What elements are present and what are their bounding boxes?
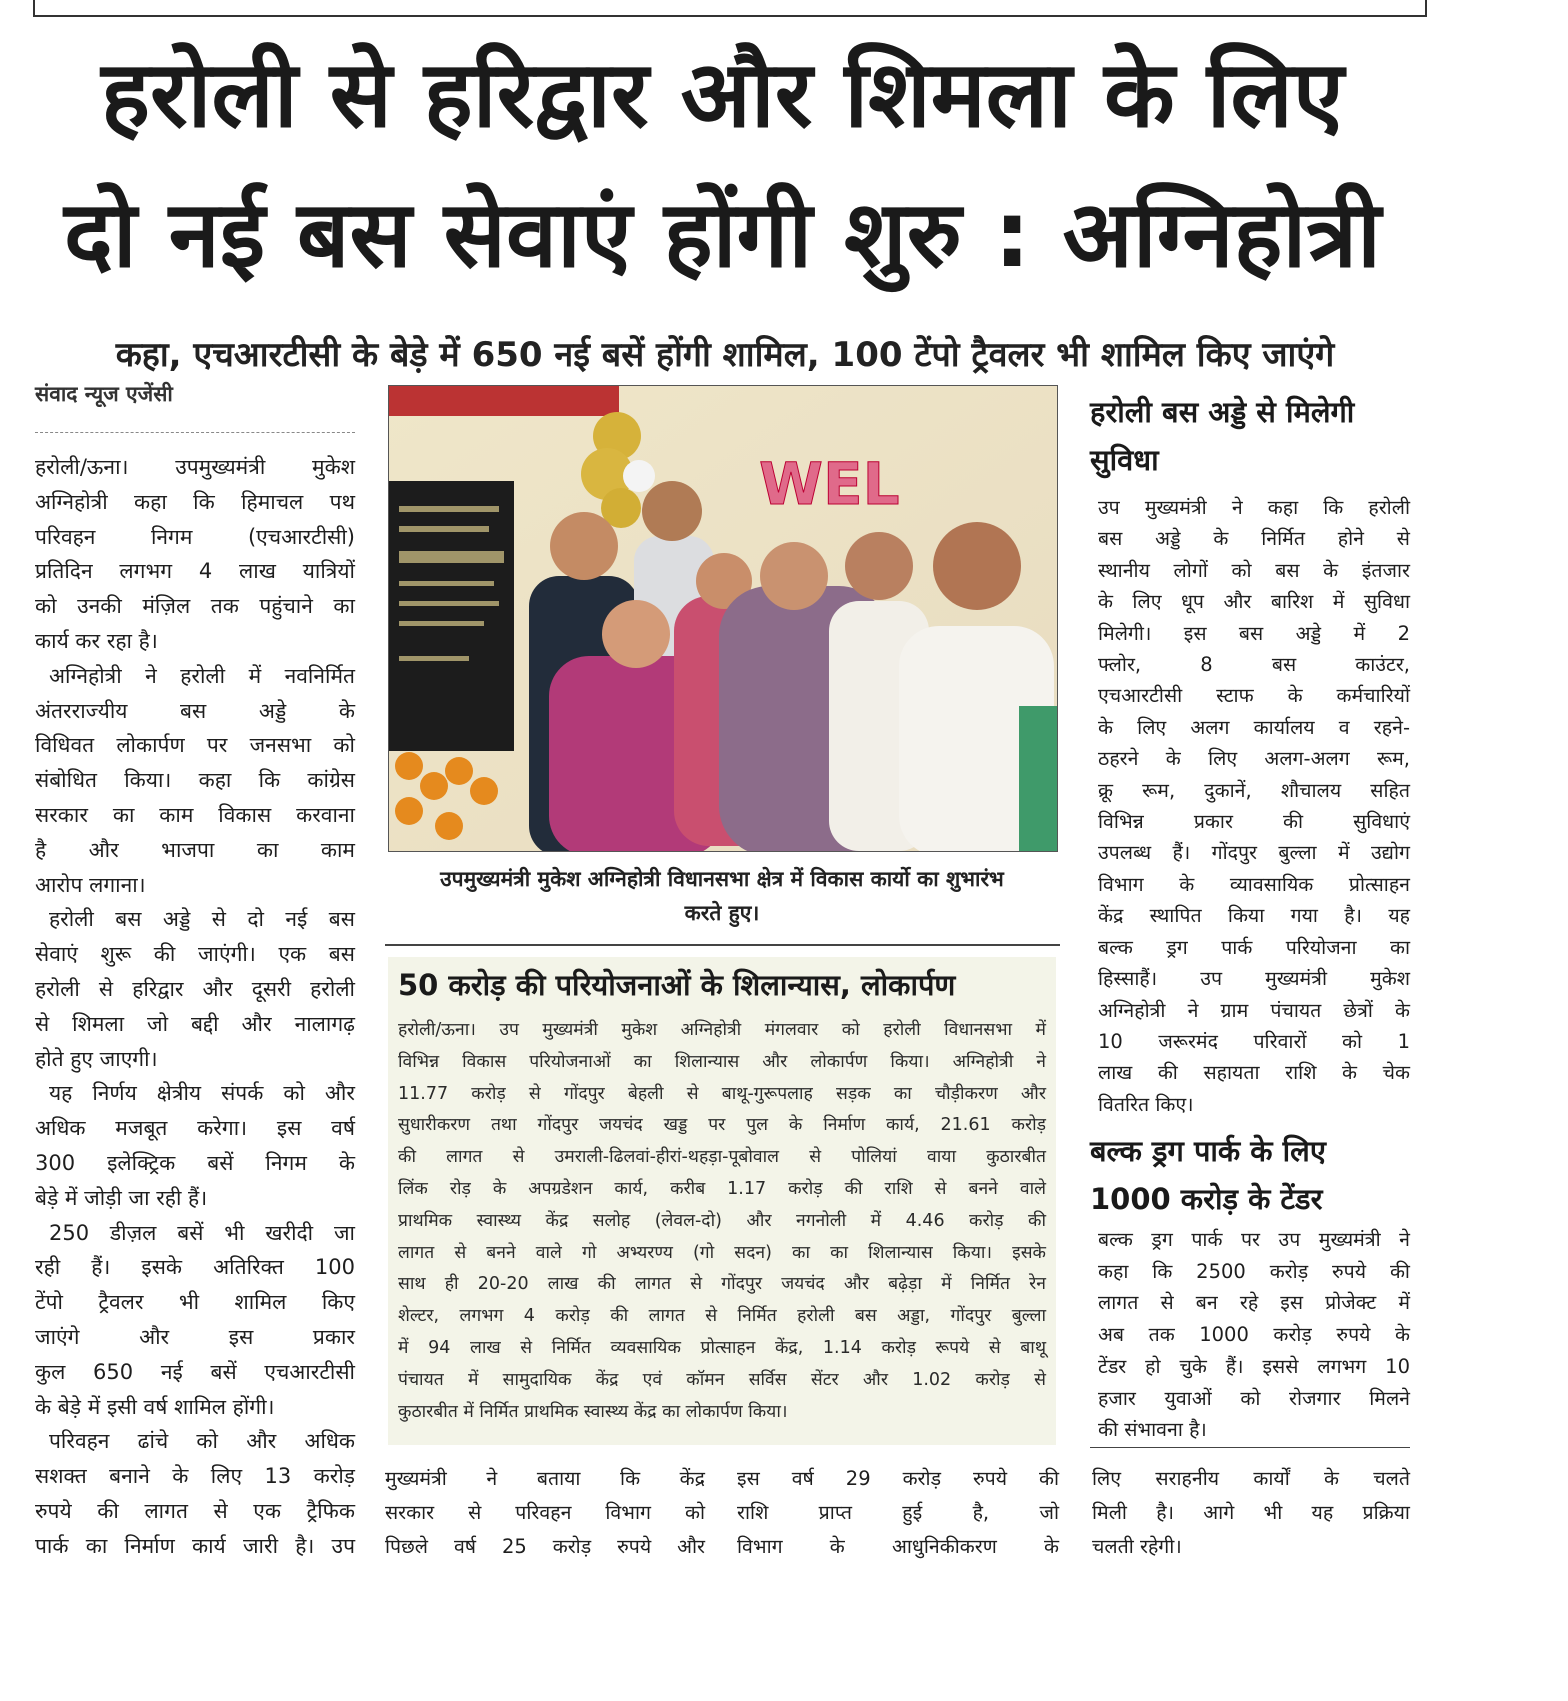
text-line: मुख्यमंत्री ने बताया कि केंद्र (385, 1467, 705, 1490)
text-line: में 94 लाख से निर्मित व्यवसायिक प्रोत्साहन केंद्र, 1.14 करोड़ रूपये से बाथू (398, 1337, 1046, 1358)
text-line: अग्निहोत्री ने हरोली में नवनिर्मित (49, 663, 355, 688)
text-line: होते हुए जाएगी। (35, 1046, 158, 1071)
text-line: प्राथमिक स्वास्थ्य केंद्र सलोह (लेवल-दो) और नगनोली में 4.46 करोड़ की (398, 1210, 1046, 1231)
text-line: 250 डीज़ल बसें भी खरीदी जा (49, 1220, 355, 1245)
continuation-column-c (1092, 1462, 1410, 1564)
text-line: जाएंगे और इस प्रकार (35, 1324, 355, 1349)
text-line: अब तक 1000 करोड़ रुपये के (1098, 1323, 1410, 1347)
text-line: लागत से बनने वाले गो अभ्यरण्य (गो सदन) का का शिलान्यास किया। इसके (398, 1242, 1046, 1263)
text-line: सरकार का काम विकास करवाना (35, 802, 355, 827)
text-line: हिस्साहैं। उप मुख्यमंत्री मुकेश (1098, 967, 1410, 991)
text-line: हरोली से हरिद्वार और दूसरी हरोली (35, 976, 355, 1001)
text-line: कहा कि 2500 करोड़ रुपये की (1098, 1259, 1410, 1283)
text-line: एचआरटीसी स्टाफ के कर्मचारियों (1098, 684, 1410, 708)
text-line: हरोली बस अड्डे से दो नई बस (49, 907, 355, 932)
text-line: मिलेगी। इस बस अड्डे में 2 (1098, 621, 1410, 645)
text-line: है और भाजपा का काम (35, 837, 355, 862)
page-frame (33, 0, 1427, 17)
text-line: की लागत से उमराली-ढिलवां-हीरां-थहड़ा-पूबोवाल से पोलियां वाया कुठारबीत (398, 1147, 1046, 1168)
text-line: मिली है। आगे भी यह प्रक्रिया (1092, 1501, 1410, 1524)
text-line: प्रतिदिन लगभग 4 लाख यात्रियों (35, 559, 355, 584)
text-line: शेल्टर, लगभग 4 करोड़ की लागत से निर्मित हरोली बस अड्डा, गोंदपुर बुल्ला (398, 1306, 1046, 1327)
right-section-1-body (1098, 492, 1410, 1120)
news-photo (388, 385, 1058, 852)
balloon-letters: WEL (759, 450, 900, 518)
title-line: हरोली बस अड्डे से मिलेगी (1090, 395, 1355, 429)
text-line: सरकार से परिवहन विभाग को (385, 1501, 705, 1524)
text-line: अग्निहोत्री ने ग्राम पंचायत छेत्रों के (1098, 998, 1410, 1022)
text-line: 10 जरूरमंद परिवारों को 1 (1098, 1029, 1410, 1053)
text-line: परिवहन निगम (एचआरटीसी) (35, 524, 355, 549)
text-line: यह निर्णय क्षेत्रीय संपर्क को और (49, 1081, 355, 1106)
text-line: को उनकी मंज़िल तक पहुंचाने का (35, 594, 355, 619)
section-divider (385, 944, 1060, 946)
text-line: स्थानीय लोगों को बस के इंतजार (1098, 558, 1410, 582)
text-line: कुठारबीत में निर्मित प्राथमिक स्वास्थ्य केंद्र का लोकार्पण किया। (398, 1401, 788, 1422)
text-line: रुपये की लागत से एक ट्रैफिक (35, 1498, 355, 1523)
text-line: पिछले वर्ष 25 करोड़ रुपये और (385, 1535, 705, 1558)
text-line: कुल 650 नई बसें एचआरटीसी (35, 1359, 355, 1384)
caption-line-1: उपमुख्यमंत्री मुकेश अग्निहोत्री विधानसभा क्षेत्र में विकास कार्यो का शुभारंभ (440, 867, 1004, 891)
headline-line-1: हरोली से हरिद्वार और शिमला के लिए (101, 41, 1344, 148)
text-line: 11.77 करोड़ से गोंदपुर बेहली से बाथू-गुरूपलाह सड़क का चौड़ीकरण और (398, 1083, 1046, 1104)
title-line: सुविधा (1090, 443, 1159, 477)
text-line: कार्य कर रहा है। (35, 628, 158, 653)
right-section-1-title (1090, 388, 1420, 484)
caption-line-2: करते हुए। (684, 901, 760, 925)
text-line: ठहरने के लिए अलग-अलग रूम, (1098, 747, 1410, 771)
text-line: पार्क का निर्माण कार्य जारी है। उप (35, 1533, 355, 1558)
subheadline: कहा, एचआरटीसी के बेड़े में 650 नई बसें होंगी शामिल, 100 टेंपो ट्रैवलर भी शामिल किए जाएंगे (115, 335, 1335, 375)
text-line: टेंडर हो चुके हैं। इससे लगभग 10 (1098, 1354, 1410, 1378)
text-line: संबोधित किया। कहा कि कांग्रेस (35, 768, 355, 793)
text-line: के बेड़े में इसी वर्ष शामिल होंगी। (35, 1394, 275, 1419)
text-line: विधिवत लोकार्पण पर जनसभा को (35, 733, 355, 758)
box-body (398, 1015, 1046, 1428)
highlight-box (388, 957, 1056, 1445)
text-line: विभिन्न प्रकार की सुविधाएं (1098, 810, 1410, 834)
text-line: लिंक रोड़ के अपग्रडेशन कार्य, करीब 1.17 करोड़ की राशि से बनने वाले (398, 1178, 1046, 1199)
text-line: हजार युवाओं को रोजगार मिलने (1098, 1386, 1410, 1410)
right-divider (1090, 1447, 1410, 1448)
text-line: अधिक मजबूत करेगा। इस वर्ष (35, 1116, 355, 1141)
text-line: उप मुख्यमंत्री ने कहा कि हरोली (1098, 496, 1410, 519)
text-line: सुधारीकरण तथा गोंदपुर जयचंद खड्ड पर पुल के निर्माण कार्य, 21.61 करोड़ (398, 1115, 1046, 1136)
text-line: राशि प्राप्त हुई है, जो (737, 1501, 1059, 1524)
text-line: लाख की सहायता राशि के चेक (1098, 1061, 1410, 1085)
text-line: बेड़े में जोड़ी जा रही हैं। (35, 1185, 208, 1210)
byline-divider (35, 432, 355, 433)
text-line: के लिए धूप और बारिश में सुविधा (1098, 590, 1410, 614)
text-line: आरोप लगाना। (35, 872, 146, 897)
text-line: से शिमला जो बद्दी और नालागढ़ (35, 1011, 355, 1036)
continuation-column-a (385, 1462, 705, 1564)
text-line: वितरित किए। (1098, 1092, 1194, 1116)
photo-caption (388, 862, 1056, 930)
photo-illustration (389, 386, 1057, 851)
plaque (389, 481, 514, 751)
text-line: बल्क ड्रग पार्क पर उप मुख्यमंत्री ने (1098, 1228, 1410, 1251)
text-line: हरोली/ऊना। उपमुख्यमंत्री मुकेश (35, 455, 355, 479)
box-title: 50 करोड़ की परियोजनाओं के शिलान्यास, लोकार्पण (398, 968, 956, 1002)
text-line: लिए सराहनीय कार्यों के चलते (1092, 1467, 1410, 1490)
text-line: रही हैं। इसके अतिरिक्त 100 (35, 1255, 355, 1280)
text-line: परिवहन ढांचे को और अधिक (49, 1429, 355, 1454)
text-line: हरोली/ऊना। उप मुख्यमंत्री मुकेश अग्निहोत्री मंगलवार को हरोली विधानसभा में (398, 1020, 1046, 1040)
text-line: बस अड्डे के निर्मित होने से (1098, 527, 1410, 551)
title-line: 1000 करोड़ के टेंडर (1090, 1182, 1323, 1216)
ribbon (389, 386, 619, 416)
text-line: क्रू रूम, दुकानें, शौचालय सहित (1098, 778, 1410, 802)
left-column-article (35, 450, 355, 1564)
text-line: पंचायत में सामुदायिक केंद्र एवं कॉमन सर्विस सेंटर और 1.02 करोड़ से (398, 1369, 1046, 1390)
text-line: उपलब्ध हैं। गोंदपुर बुल्ला में उद्योग (1098, 841, 1410, 865)
text-line: विभाग के व्यावसायिक प्रोत्साहन (1098, 872, 1410, 896)
continuation-column-b (737, 1462, 1059, 1564)
text-line: सेवाएं शुरू की जाएंगी। एक बस (35, 942, 355, 967)
right-section-2-title (1090, 1127, 1420, 1223)
text-line: लागत से बन रहे इस प्रोजेक्ट में (1098, 1291, 1410, 1315)
byline: संवाद न्यूज एजेंसी (35, 382, 173, 406)
text-line: इस वर्ष 29 करोड़ रुपये की (737, 1467, 1059, 1490)
text-line: अग्निहोत्री कहा कि हिमाचल पथ (35, 489, 355, 514)
right-section-2-body (1098, 1224, 1410, 1446)
text-line: फ्लोर, 8 बस काउंटर, (1098, 653, 1410, 677)
text-line: केंद्र स्थापित किया गया है। यह (1098, 904, 1410, 928)
text-line: बल्क ड्रग पार्क परियोजना का (1098, 935, 1410, 959)
title-line: बल्क ड्रग पार्क के लिए (1090, 1134, 1326, 1168)
text-line: विभाग के आधुनिकीकरण के (737, 1535, 1059, 1558)
text-line: के लिए अलग कार्यालय व रहने- (1098, 715, 1410, 739)
text-line: साथ ही 20-20 लाख की लागत से गोंदपुर जयचंद और बढ़ेड़ा में निर्मित रेन (398, 1274, 1046, 1295)
text-line: की संभावना है। (1098, 1418, 1207, 1442)
text-line: चलती रहेगी। (1092, 1535, 1182, 1558)
text-line: 300 इलेक्ट्रिक बसें निगम के (35, 1150, 355, 1175)
text-line: सशक्त बनाने के लिए 13 करोड़ (35, 1464, 355, 1489)
text-line: विभिन्न विकास परियोजनाओं का शिलान्यास और लोकार्पण किया। अग्निहोत्री ने (398, 1051, 1046, 1072)
headline-line-2: दो नई बस सेवाएं होंगी शुरु : अग्निहोत्री (64, 181, 1381, 288)
text-line: टेंपो ट्रैवलर भी शामिल किए (35, 1290, 355, 1315)
text-line: अंतरराज्यीय बस अड्डे के (35, 698, 355, 723)
